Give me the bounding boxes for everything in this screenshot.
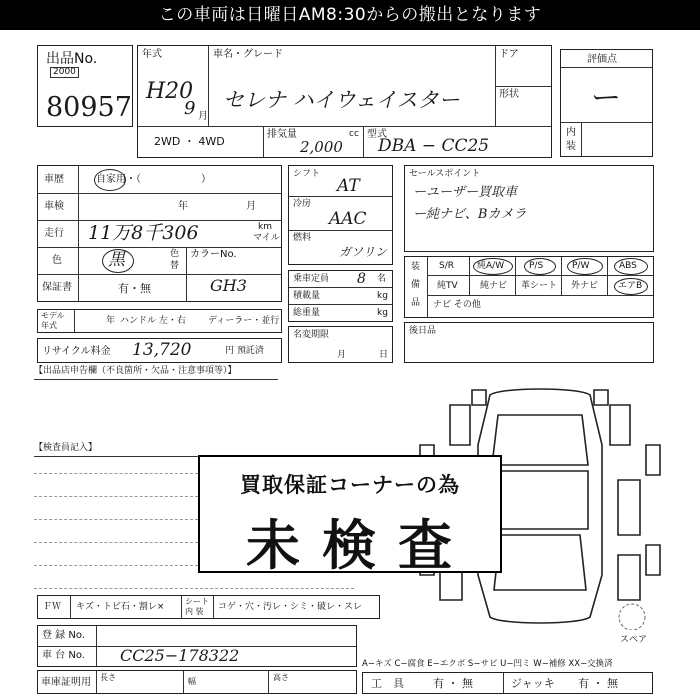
equip-abs: ABS xyxy=(619,261,637,271)
uninspected-stamp xyxy=(198,455,502,577)
month-value: 9 xyxy=(184,98,196,119)
lot-box xyxy=(37,45,133,127)
equip-airbag: エアB xyxy=(618,281,643,291)
ac-value: AAC xyxy=(329,209,367,229)
reg-label: 登 録 No. xyxy=(42,630,85,641)
color-no-label: カラーNo. xyxy=(190,249,237,260)
cert-box xyxy=(37,670,357,694)
year-value: H20 xyxy=(146,79,194,104)
displacement-value: 2,000 xyxy=(300,138,343,156)
jack-label: ジャッキ xyxy=(511,677,555,690)
shift-value: AT xyxy=(337,176,360,196)
interior-label-1: 内 xyxy=(566,127,576,138)
lot-year-tag: 2000 xyxy=(50,67,79,78)
equip-navi: 純ナビ xyxy=(480,281,508,291)
mileage-value: 11万8千306 xyxy=(88,222,199,244)
ac-label: 冷房 xyxy=(293,199,312,209)
tools-box xyxy=(362,672,653,694)
stamp-line1: 買取保証コーナーの為 xyxy=(240,473,460,497)
equip-ext-navi: 外ナビ xyxy=(571,281,599,291)
color-no-value: GH3 xyxy=(210,276,247,295)
mileage-unit-mile: マイル xyxy=(253,233,280,243)
inspection-year: 年 xyxy=(178,201,188,212)
load-label: 積載量 xyxy=(293,291,321,301)
sales-label: セールスポイント xyxy=(409,169,481,179)
handle-label: ハンドル 左・右 xyxy=(120,316,186,326)
mileage-unit-km: km xyxy=(258,222,272,232)
cert-len: 長さ xyxy=(100,673,116,682)
equip-label-2: 備 xyxy=(411,280,421,290)
name-value: セレナ ハイウェイスター xyxy=(223,88,460,112)
displacement-label: 排気量 xyxy=(267,129,297,140)
capacity-unit: 名 xyxy=(377,274,387,284)
equip-ps: P/S xyxy=(529,261,544,271)
left-info-box xyxy=(37,165,282,302)
color-change-1: 色 xyxy=(170,249,180,259)
lot-number: 80957 xyxy=(46,92,132,123)
tools-value: 有 ・ 無 xyxy=(433,677,473,690)
banner: この車両は日曜日AM8:30からの搬出となります xyxy=(0,0,700,30)
fuel-label: 燃料 xyxy=(293,233,312,243)
header-box xyxy=(137,45,552,158)
shape-label: 形状 xyxy=(499,89,519,100)
gross-label: 総重量 xyxy=(293,308,321,318)
history-label: 車歴 xyxy=(44,174,64,185)
fuel-value: ガソリン xyxy=(339,245,388,259)
history-value: 自家用・（ ） xyxy=(96,174,211,185)
cert-height: 高さ xyxy=(273,673,289,682)
stamp-line2: 未検査 xyxy=(246,514,474,577)
warranty-label: 保証書 xyxy=(42,282,72,293)
name-change-box xyxy=(288,326,393,363)
fw-box xyxy=(37,595,380,619)
model-year-label-1: モデル xyxy=(41,311,65,320)
equip-label-3: 品 xyxy=(411,298,421,308)
interior-label-2: 装 xyxy=(566,141,576,152)
type-value: DBA − CC25 xyxy=(378,136,490,156)
model-year-unit: 年 xyxy=(106,316,116,326)
sales-line1: ーユーザー買取車 xyxy=(413,185,518,200)
reg-box xyxy=(37,625,357,667)
inspection-label: 車検 xyxy=(44,201,64,212)
capacity-box xyxy=(288,270,393,322)
month-unit: 月 xyxy=(198,111,208,122)
grade-box xyxy=(560,49,653,157)
lot-label: 出品No. xyxy=(46,51,98,67)
recycle-box xyxy=(37,338,282,363)
navi-other: ナビ その他 xyxy=(433,300,481,310)
spare-label: スペア xyxy=(620,635,648,645)
seat-label-1: シート xyxy=(185,597,209,606)
color-value: 黒 xyxy=(108,250,125,270)
cert-width: 幅 xyxy=(188,677,196,686)
tools-label: 工 具 xyxy=(371,677,404,690)
seller-notes-label: 【出品店申告欄（不良箇所・欠品・注意事項等）】 xyxy=(34,366,237,376)
type-label: 型式 xyxy=(367,129,387,140)
jack-value: 有 ・ 無 xyxy=(578,677,618,690)
equip-aw: 純A/W xyxy=(477,261,505,271)
capacity-label: 乗車定員 xyxy=(293,274,330,284)
equip-label-1: 装 xyxy=(411,262,421,272)
sales-box xyxy=(404,165,654,252)
shift-label: シフト xyxy=(293,169,321,179)
color-change-2: 替 xyxy=(170,261,180,271)
name-change-day: 日 xyxy=(379,350,389,360)
equip-leather: 革シート xyxy=(521,281,558,291)
chassis-value: CC25−178322 xyxy=(120,646,240,665)
seat-text: コゲ・穴・汚レ・シミ・破レ・スレ xyxy=(218,602,363,612)
grade-value: ー xyxy=(591,81,621,116)
name-label: 車名・グレード xyxy=(213,49,283,60)
sales-line2: ー純ナビ、Bカメラ xyxy=(413,207,527,222)
gross-unit: kg xyxy=(377,308,388,318)
inspection-month: 月 xyxy=(246,201,256,212)
damage-legend: A−キズ C−腐食 E−エクボ S−サビ U−凹ミ W−補修 XX−交換済 xyxy=(362,659,613,669)
equip-sr: S/R xyxy=(439,261,454,271)
year-label: 年式 xyxy=(142,49,162,60)
dealer-label: ディーラー・並行 xyxy=(208,316,280,326)
later-label: 後日品 xyxy=(409,326,437,336)
equip-pw: P/W xyxy=(572,261,590,271)
drive-options: 2WD ・ 4WD xyxy=(154,135,225,148)
grade-label: 評価点 xyxy=(587,54,617,65)
chassis-label: 車 台 No. xyxy=(42,650,85,661)
warranty-value: 有・無 xyxy=(118,282,151,295)
inspector-notes-label: 【検査員記入】 xyxy=(34,443,98,453)
displacement-unit: cc xyxy=(349,129,359,139)
model-year-box xyxy=(37,309,282,333)
door-label: ドア xyxy=(499,49,519,60)
fw-text: キズ・トビ石・割レ× xyxy=(76,602,165,612)
later-box xyxy=(404,322,654,363)
cert-label: 車庫証明用 xyxy=(41,677,91,688)
equipment-box xyxy=(404,256,654,318)
fw-label: ＦＷ xyxy=(43,602,62,612)
name-change-label: 名変期限 xyxy=(293,330,330,340)
recycle-value: 13,720 xyxy=(132,340,192,360)
seat-label-2: 内 装 xyxy=(185,607,204,616)
mid-box xyxy=(288,165,393,265)
recycle-label: リサイクル料金 xyxy=(42,346,111,357)
load-unit: kg xyxy=(377,291,388,301)
mileage-label: 走行 xyxy=(44,228,64,239)
recycle-unit: 円 預託済 xyxy=(225,346,264,356)
capacity-value: 8 xyxy=(357,271,366,287)
equip-tv: 純TV xyxy=(437,281,458,291)
name-change-month: 月 xyxy=(337,350,347,360)
color-label: 色 xyxy=(52,255,62,266)
model-year-label-2: 年式 xyxy=(41,321,57,330)
